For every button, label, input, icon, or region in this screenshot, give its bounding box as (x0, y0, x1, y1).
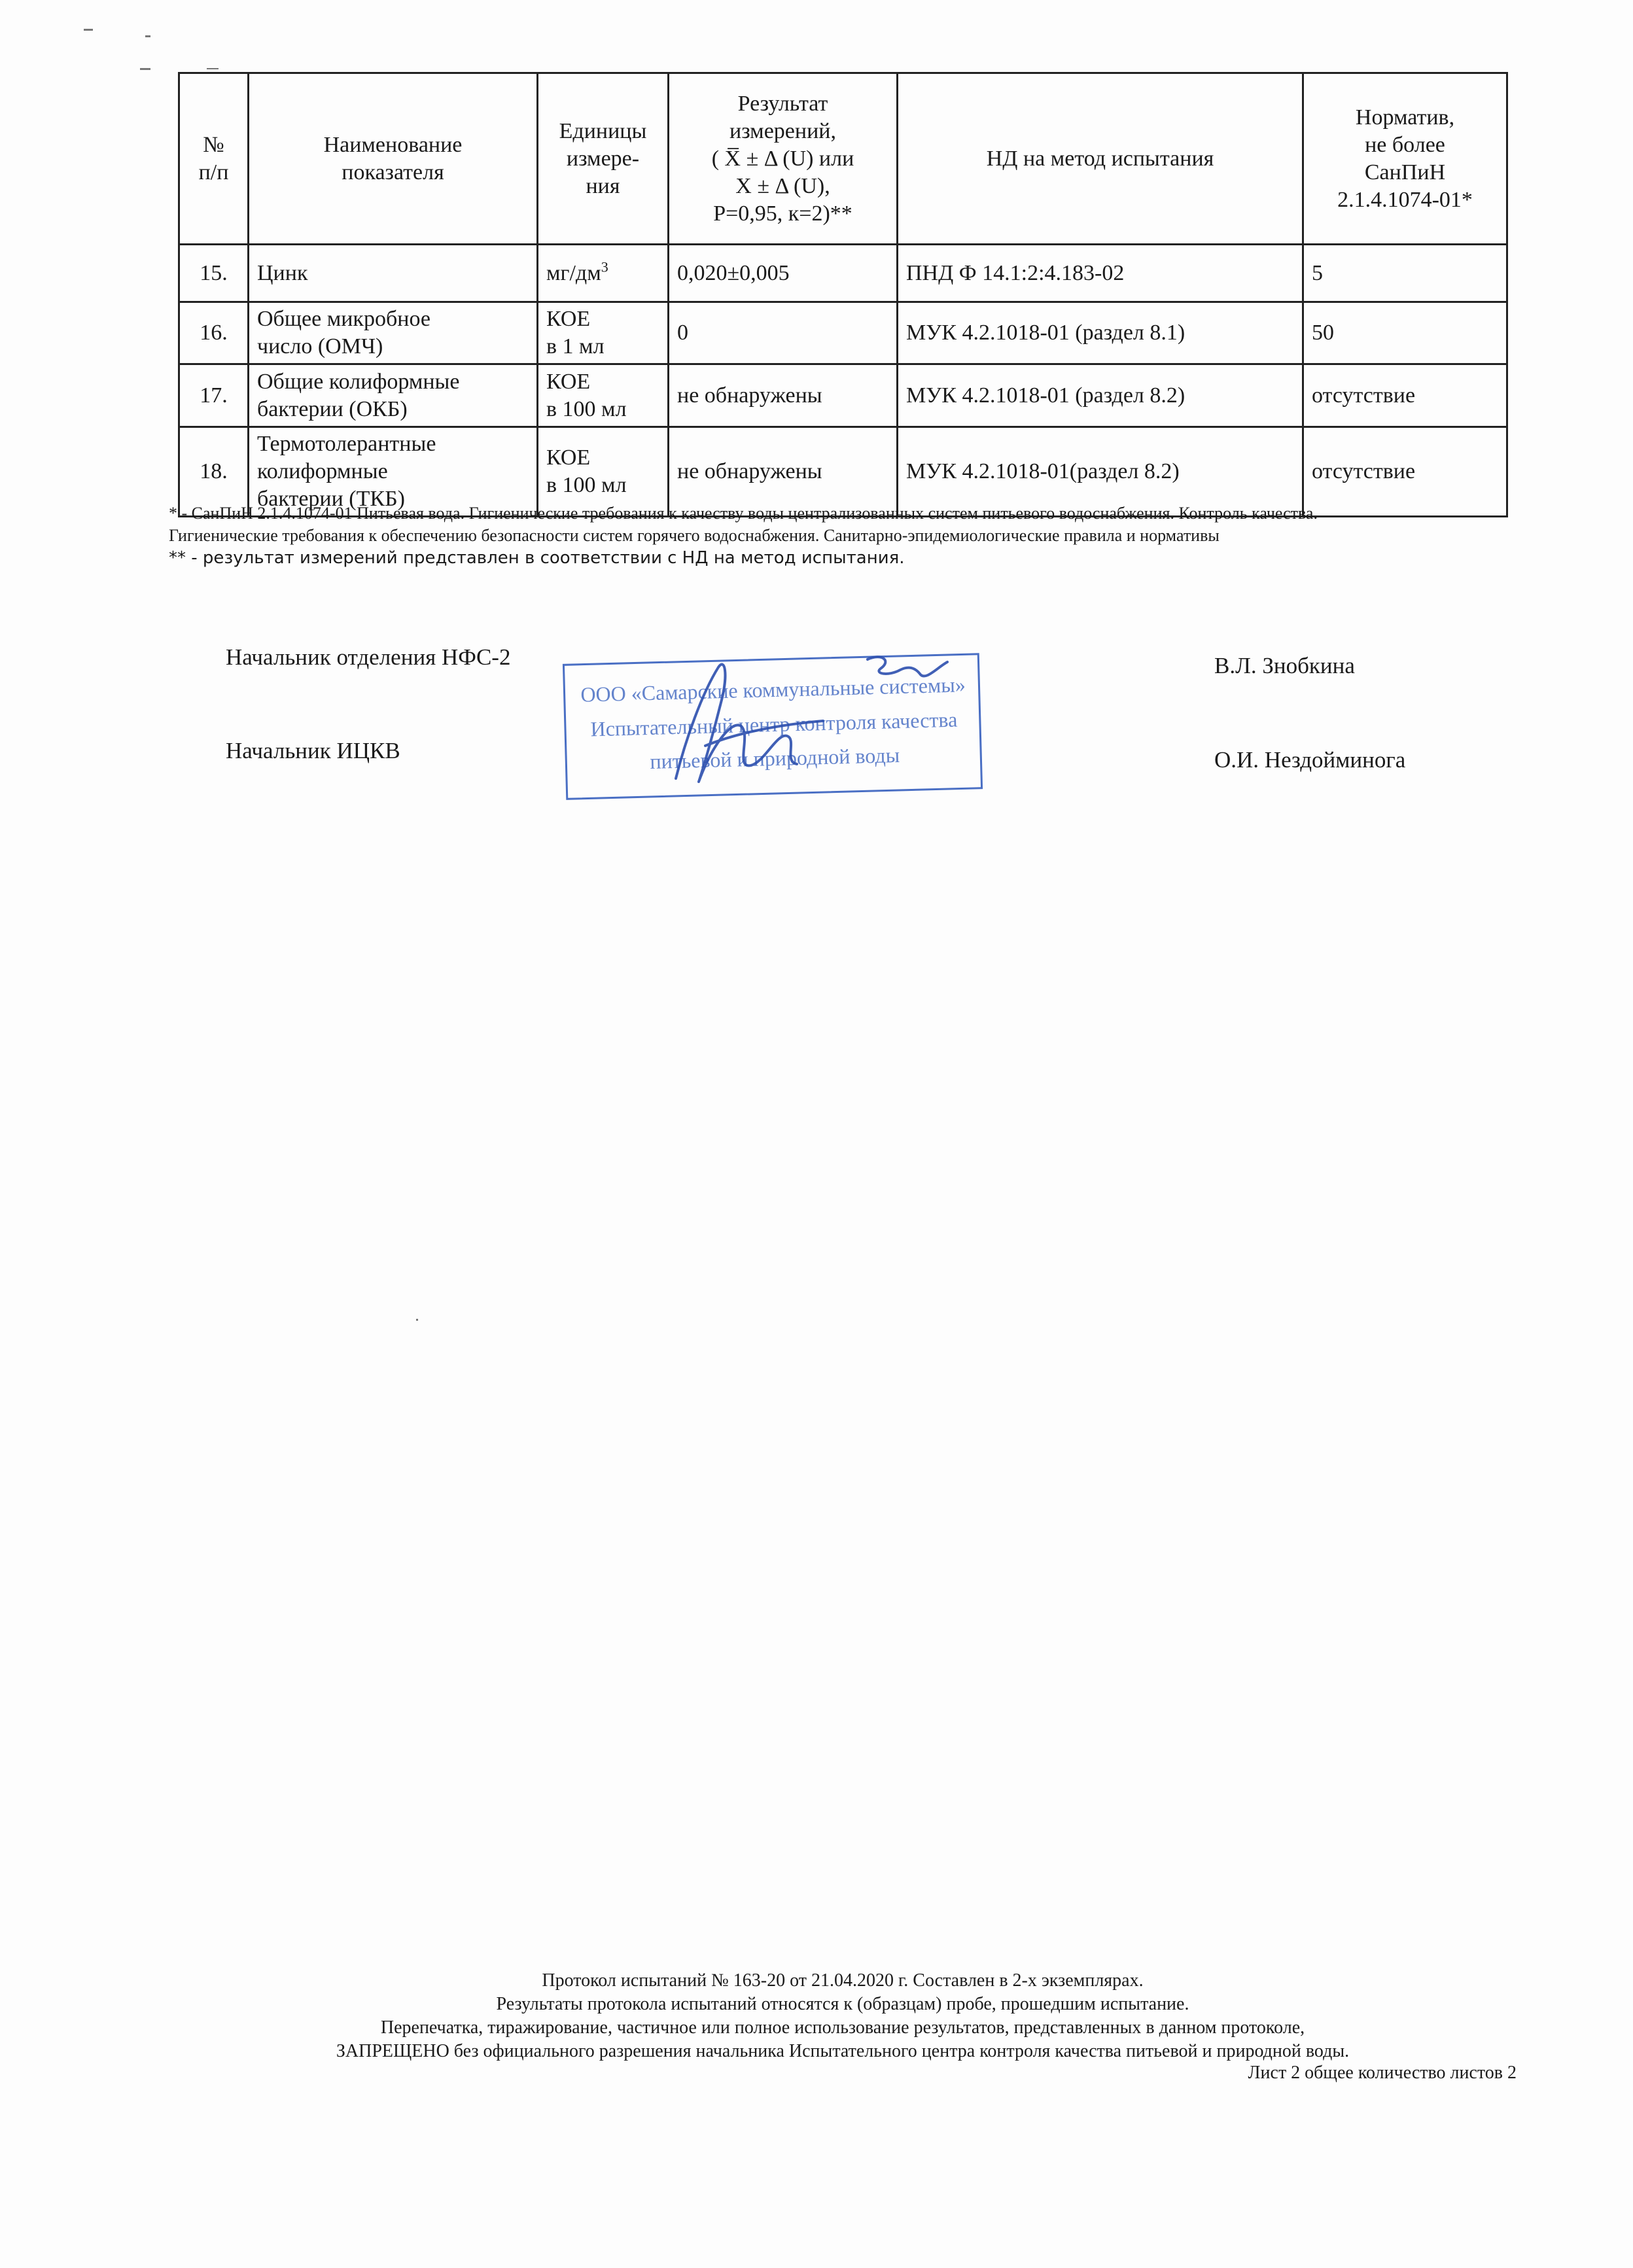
row-indicator-name: Термотолерантные колиформные бактерии (ТКБ) (249, 427, 538, 517)
row-unit: $мг/дм^3$ (538, 245, 669, 302)
row-number: 15. (179, 245, 249, 302)
row-test-method: МУК 4.2.1018-01 (раздел 8.1) (898, 302, 1303, 364)
row-test-method: ПНД Ф 14.1:2:4.183-02 (898, 245, 1303, 302)
signatory-title-2: Начальник ИЦКВ (226, 738, 400, 763)
footnote-sanpin-continued: Гигиенические требования к обеспечению безопасности систем горячего водоснабжения. Санитарно-эпидемиологические правила и нормативы (169, 526, 1220, 545)
header-test-method: НД на метод испытания (898, 73, 1303, 245)
protocol-results-note: Результаты протокола испытаний относятся к (образцам) пробе, прошедшим испытание. (496, 1994, 1189, 2014)
scan-speck (140, 68, 150, 70)
row-norm: отсутствие (1303, 364, 1507, 427)
row-number: 17. (179, 364, 249, 427)
protocol-footer (175, 1969, 1510, 2063)
row-norm: отсутствие (1303, 427, 1507, 517)
row-result: не обнаружены (669, 364, 898, 427)
table-row (179, 302, 1507, 364)
row-indicator-name: Общее микробное число (ОМЧ) (249, 302, 538, 364)
protocol-copy-note: Перепечатка, тиражирование, частичное или полное использование результатов, представленных в данном протоколе, (380, 2017, 1305, 2038)
header-number: № п/п (179, 73, 249, 245)
table-row (179, 364, 1507, 427)
stamp-line-1: ООО «Самарские коммунальные системы» (580, 672, 966, 707)
scan-speck (84, 29, 93, 31)
row-test-method: МУК 4.2.1018-01(раздел 8.2) (898, 427, 1303, 517)
stamp-line-3: питьевой и природной воды (649, 742, 900, 773)
row-number: 18. (179, 427, 249, 517)
row-unit: КОЕ в 100 мл (538, 427, 669, 517)
results-table (178, 72, 1508, 517)
signatory-name-2: О.И. Нездойминога (1214, 747, 1406, 773)
row-test-method: МУК 4.2.1018-01 (раздел 8.2) (898, 364, 1303, 427)
row-result: 0,020±0,005 (669, 245, 898, 302)
row-norm: 5 (1303, 245, 1507, 302)
stamp-line-2: Испытательный центр контроля качества (590, 707, 958, 741)
row-unit: КОЕ в 1 мл (538, 302, 669, 364)
row-result: не обнаружены (669, 427, 898, 517)
scan-speck (207, 68, 219, 69)
row-indicator-name: Цинк (249, 245, 538, 302)
row-number: 16. (179, 302, 249, 364)
signatory-title-1: Начальник отделения НФС-2 (226, 644, 511, 670)
row-result: 0 (669, 302, 898, 364)
organization-stamp (561, 648, 987, 805)
footnotes (169, 502, 1510, 569)
scan-speck (145, 35, 150, 37)
header-result: Результат измерений, ( X̅ ± Δ (U) или X ± Δ (U), Р=0,95, к=2)** (669, 73, 898, 245)
header-norm: Норматив, не более СанПиН 2.1.4.1074-01* (1303, 73, 1507, 245)
row-indicator-name: Общие колиформные бактерии (ОКБ) (249, 364, 538, 427)
header-indicator-name: Наименование показателя (249, 73, 538, 245)
protocol-line: Протокол испытаний № 163-20 от 21.04.2020 г. Составлен в 2-х экземплярах. (542, 1970, 1144, 1991)
protocol-prohibition: ЗАПРЕЩЕНО без официального разрешения начальника Испытательного центра контроля качества питьевой и природной воды. (336, 2041, 1350, 2061)
row-norm: 50 (1303, 302, 1507, 364)
footnote-sanpin: * - СанПиН 2.1.4.1074-01 Питьевая вода. Гигиенические требования к качеству воды централизованных систем питьевого водоснабжения. Контроль качества. (169, 504, 1318, 523)
sheet-number: Лист 2 общее количество листов 2 (1248, 2063, 1517, 2083)
footnote-measurement: ** - результат измерений представлен в соответствии с НД на метод испытания. (169, 548, 905, 568)
scan-speck (416, 1319, 418, 1321)
signatory-name-1: В.Л. Знобкина (1214, 653, 1355, 678)
table-row (179, 245, 1507, 302)
header-units: Единицы измере- ния (538, 73, 669, 245)
row-unit: КОЕ в 100 мл (538, 364, 669, 427)
table-header-row (179, 73, 1507, 245)
